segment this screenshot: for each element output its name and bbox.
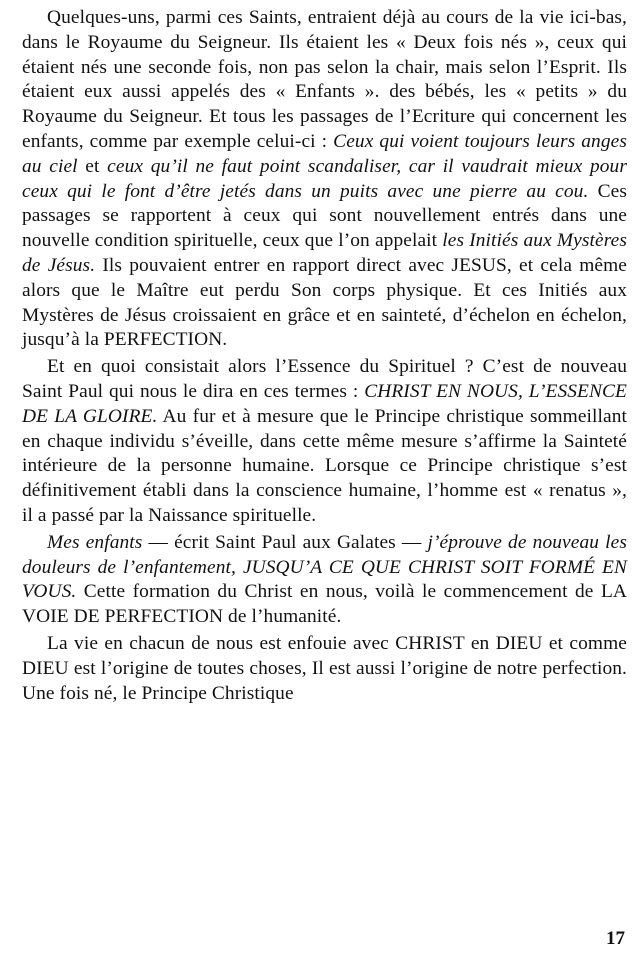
text-run: — écrit Saint Paul aux Galates — xyxy=(142,531,428,553)
text-run: Ils pouvaient entrer en rapport direct avec JESUS, et cela même alors que le Maître eut perdu Son corps physique. Et ces Initiés aux Mystères de Jésus croissaient en grâce et en sainteté, d’échelon en échelon, jusqu’à la PERFECTION. xyxy=(22,254,627,351)
italic-run: CHRIST EN NOUS, L’ESSENCE DE LA GLOIRE. xyxy=(22,380,627,427)
text-run: et xyxy=(77,155,108,177)
paragraph-3 xyxy=(22,531,627,630)
paragraph-2 xyxy=(22,355,627,529)
text-run: Et en quoi consistait alors l’Essence du Spirituel ? C’est de nouveau Saint Paul qui nous le dira en ces termes : xyxy=(22,356,627,402)
text-run: Au fur et à mesure que le Principe christique sommeillant en chaque individu s’éveille, dans cette même mesure s’affirme la Sainteté intérieure de la personne humaine. Lorsque ce Principe christique s’est définitivement établi dans la conscience humaine, l’homme est « renatus », il a passé par la Naissance spirituelle. xyxy=(22,405,627,526)
text-run: La vie en chacun de nous est enfouie avec CHRIST en DIEU et comme DIEU est l’origine de toutes choses, Il est aussi l’origine de notre perfection. Une fois né, le Principe Christique xyxy=(22,632,627,704)
body-text xyxy=(22,6,627,706)
text-run: Quelques-uns, parmi ces Saints, entraient déjà au cours de la vie ici-bas, dans le Royaume du Seigneur. Ils étaient les « Deux fois nés », ceux qui étaient nés une seconde fois, non pas selon la chair, mais selon l’Esprit. Ils étaient eux aussi appelés des « Enfants ». des bébés, les « petits » du Royaume du Seigneur. Et tous les passages de l’Ecriture qui concernent les enfants, comme par exemple celui-ci : xyxy=(22,7,627,152)
paragraph-1 xyxy=(22,6,627,353)
text-run: Cette formation du Christ en nous, voilà le commencement de LA VOIE DE PERFECTION de l’humanité. xyxy=(22,581,627,628)
italic-run: Ceux qui voient toujours leurs anges au ciel xyxy=(22,130,627,177)
italic-run: les Initiés aux Mystères de Jésus. xyxy=(22,230,627,276)
italic-run: Mes enfants xyxy=(47,531,143,553)
page-number: 17 xyxy=(606,928,625,949)
italic-run: ceux qu’il ne faut point scandaliser, car il vaudrait mieux pour ceux qui le font d’être jetés dans un puits avec une pierre au cou. xyxy=(22,155,627,202)
text-run: Ces passages se rapportent à ceux qui sont nouvellement entrés dans une nouvelle condition spirituelle, ceux que l’on appelait xyxy=(22,180,627,252)
italic-run: j’éprouve de nouveau les douleurs de l’enfantement, JUSQU’A CE QUE CHRIST SOIT FORMÉ EN VOUS. xyxy=(22,531,627,603)
paragraph-4 xyxy=(22,632,627,706)
